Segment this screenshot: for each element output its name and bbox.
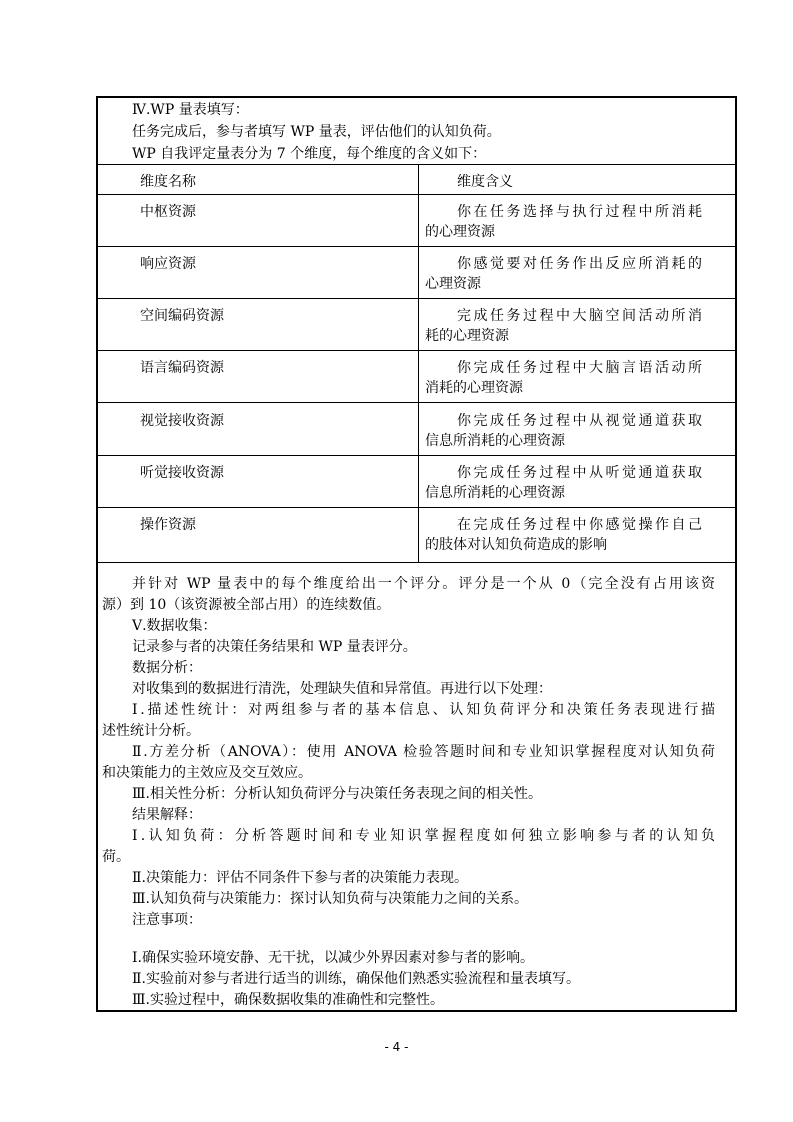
dimension-name: 视觉接收资源 [140,413,224,429]
dimension-meaning: 你完成任务过程中从视觉通道获取 [457,413,702,429]
dimension-meaning: 你感觉要对任务作出反应所消耗的 [457,256,702,272]
document-frame [96,96,737,1012]
paragraph-line: Ⅲ.认知负荷与决策能力：探讨认知负荷与决策能力之间的关系。 [132,891,528,907]
dimension-meaning-cont: 的肢体对认知负荷造成的影响 [425,537,607,553]
paragraph-line: Ⅲ.相关性分析：分析认知负荷评分与决策任务表现之间的相关性。 [132,786,542,802]
section-heading-data-collection: Ⅴ.数据收集： [132,618,217,634]
dimension-name: 空间编码资源 [140,308,224,324]
table-rule [98,246,735,247]
dimension-meaning-cont: 耗的心理资源 [425,328,509,344]
paragraph-line: Ⅱ.决策能力：评估不同条件下参与者的决策能力表现。 [132,870,468,886]
page-number: - 4 - [384,1040,409,1054]
subheading-results: 结果解释： [132,807,202,823]
paragraph-line: Ⅰ.认知负荷：分析答题时间和专业知识掌握程度如何独立影响参与者的认知负 [132,828,715,844]
paragraph-line: 和决策能力的主效应及交互效应。 [102,765,312,781]
table-column-divider [418,164,419,562]
subheading-notes: 注意事项： [132,912,202,928]
table-rule [98,507,735,508]
paragraph-line: WP 自我评定量表分为 7 个维度，每个维度的含义如下： [132,146,487,162]
table-rule [98,350,735,351]
dimension-name: 中枢资源 [140,204,196,220]
dimension-meaning: 完成任务过程中大脑空间活动所消 [457,308,702,324]
paragraph-line: Ⅲ.实验过程中，确保数据收集的准确性和完整性。 [132,992,444,1008]
paragraph-line: 对收集到的数据进行清洗，处理缺失值和异常值。再进行以下处理： [132,681,552,697]
paragraph-line: Ⅰ.确保实验环境安静、无干扰，以减少外界因素对参与者的影响。 [132,950,534,966]
table-header-meaning: 维度含义 [457,174,513,190]
dimension-name: 听觉接收资源 [140,465,224,481]
table-rule [98,402,735,403]
table-header-name: 维度名称 [140,174,196,190]
paragraph-line: 荷。 [102,849,130,865]
paragraph-line: 记录参与者的决策任务结果和 WP 量表评分。 [132,639,417,655]
paragraph-line: 任务完成后，参与者填写 WP 量表，评估他们的认知负荷。 [132,124,501,140]
paragraph-line: 并针对 WP 量表中的每个维度给出一个评分。评分是一个从 0（完全没有占用该资 [132,576,715,592]
section-heading-wp: Ⅳ.WP 量表填写： [132,102,249,118]
paragraph-line: Ⅱ.方差分析（ANOVA）：使用 ANOVA 检验答题时间和专业知识掌握程度对认知负荷 [132,744,715,760]
paragraph-line: 源）到 10（该资源被全部占用）的连续数值。 [102,597,391,613]
dimension-meaning: 你完成任务过程中大脑言语活动所 [457,360,702,376]
dimension-meaning: 在完成任务过程中你感觉操作自己 [457,517,702,533]
dimension-meaning: 你完成任务过程中从听觉通道获取 [457,465,702,481]
table-rule [98,298,735,299]
paragraph-line: 述性统计分析。 [102,723,200,739]
dimension-meaning-cont: 消耗的心理资源 [425,380,523,396]
dimension-table [98,164,735,564]
dimension-name: 操作资源 [140,517,196,533]
table-rule [98,164,735,165]
dimension-name: 响应资源 [140,256,196,272]
dimension-meaning-cont: 信息所消耗的心理资源 [425,485,565,501]
dimension-meaning-cont: 的心理资源 [425,224,495,240]
table-rule [98,194,735,195]
dimension-name: 语言编码资源 [140,360,224,376]
dimension-meaning: 你在任务选择与执行过程中所消耗 [457,204,702,220]
dimension-meaning-cont: 心理资源 [425,276,481,292]
table-rule [98,455,735,456]
paragraph-line: Ⅰ.描述性统计：对两组参与者的基本信息、认知负荷评分和决策任务表现进行描 [132,702,715,718]
subheading-analysis: 数据分析： [132,660,202,676]
dimension-meaning-cont: 信息所消耗的心理资源 [425,433,565,449]
paragraph-line: Ⅱ.实验前对参与者进行适当的训练，确保他们熟悉实验流程和量表填写。 [132,971,580,987]
table-rule [98,562,735,563]
